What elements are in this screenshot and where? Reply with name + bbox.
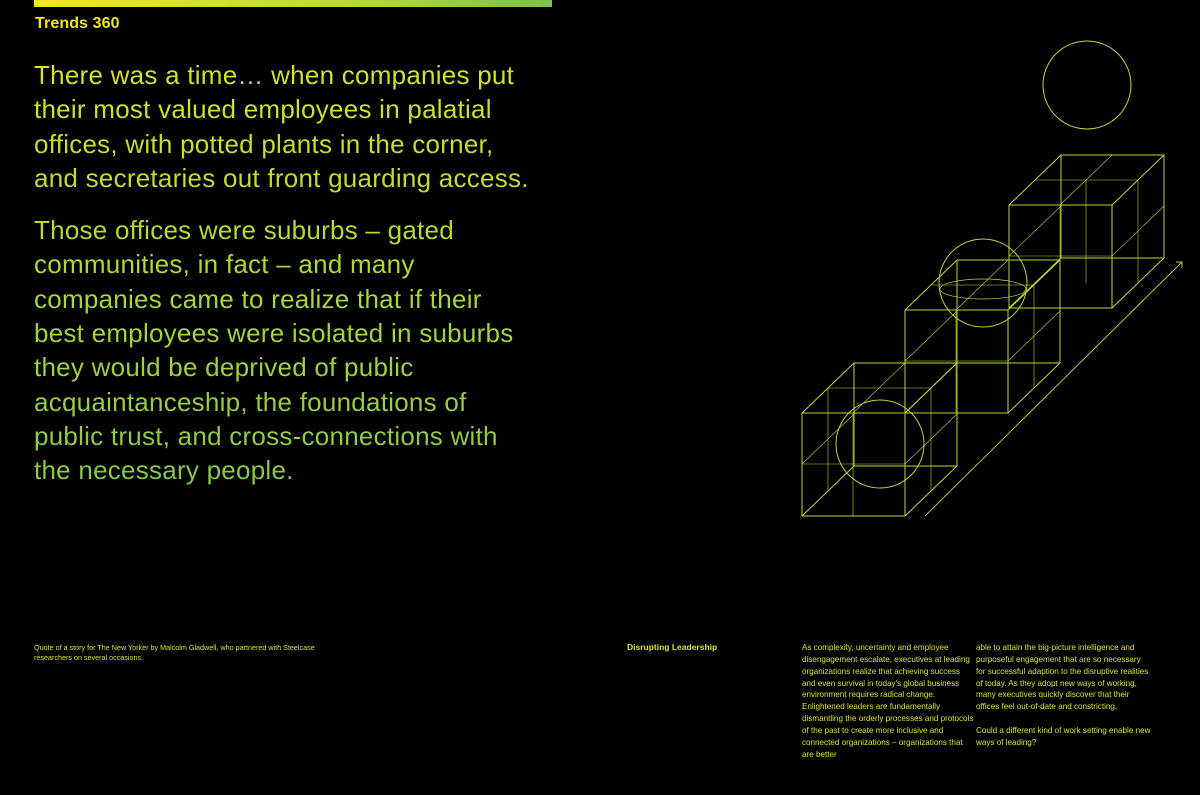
- quote-paragraph-2: Those offices were suburbs – gated communities, in fact – and many companies came to realize that if their best employees were isolated in suburbs they would be deprived of public acquaintanceship, the foundations of public trust, and cross-connections with the necessary people.: [34, 215, 514, 486]
- pull-quote: [34, 58, 534, 488]
- body-paragraph: As complexity, uncertainty and employee disengagement escalate, executives at leading organizations realize that achieving success and even survival in today's global business environment requires radical change. Enlightened leaders are fundamentally dismantling the orderly processes and protocols of the past to create more inclusive and connected organizations – organizations that are better: [802, 643, 974, 759]
- brand-title: Trends 360: [35, 15, 120, 32]
- bottom-cube-shape: [802, 363, 957, 516]
- body-question: Could a different kind of work setting enable new ways of leading?: [976, 725, 1151, 747]
- quote-paragraph-1: There was a time… when companies put their most valued employees in palatial offices, with potted plants in the corner, and secretaries out front guarding access.: [34, 60, 529, 193]
- body-paragraph: able to attain the big-picture intelligence and purposeful engagement that are so necessary for successful adaption to the disruptive realities of today. As they adopt new ways of working, many executives quickly discover that their offices feel out-of-date and constricting.: [976, 643, 1149, 712]
- top-circle-shape: [1043, 41, 1131, 129]
- wireframe-cubes-illustration: [780, 40, 1200, 530]
- body-column-1: [802, 642, 974, 760]
- diagonal-arrow-shape: [925, 262, 1182, 516]
- header-gradient-bar: [34, 0, 552, 7]
- middle-sphere-shape: [939, 239, 1027, 327]
- section-title: Disrupting Leadership: [627, 642, 718, 652]
- body-column-2: [976, 642, 1152, 749]
- quote-attribution: Quote of a story for The New Yorker by Malcolm Gladwell, who partnered with Steelcase researchers on several occasions.: [34, 643, 315, 662]
